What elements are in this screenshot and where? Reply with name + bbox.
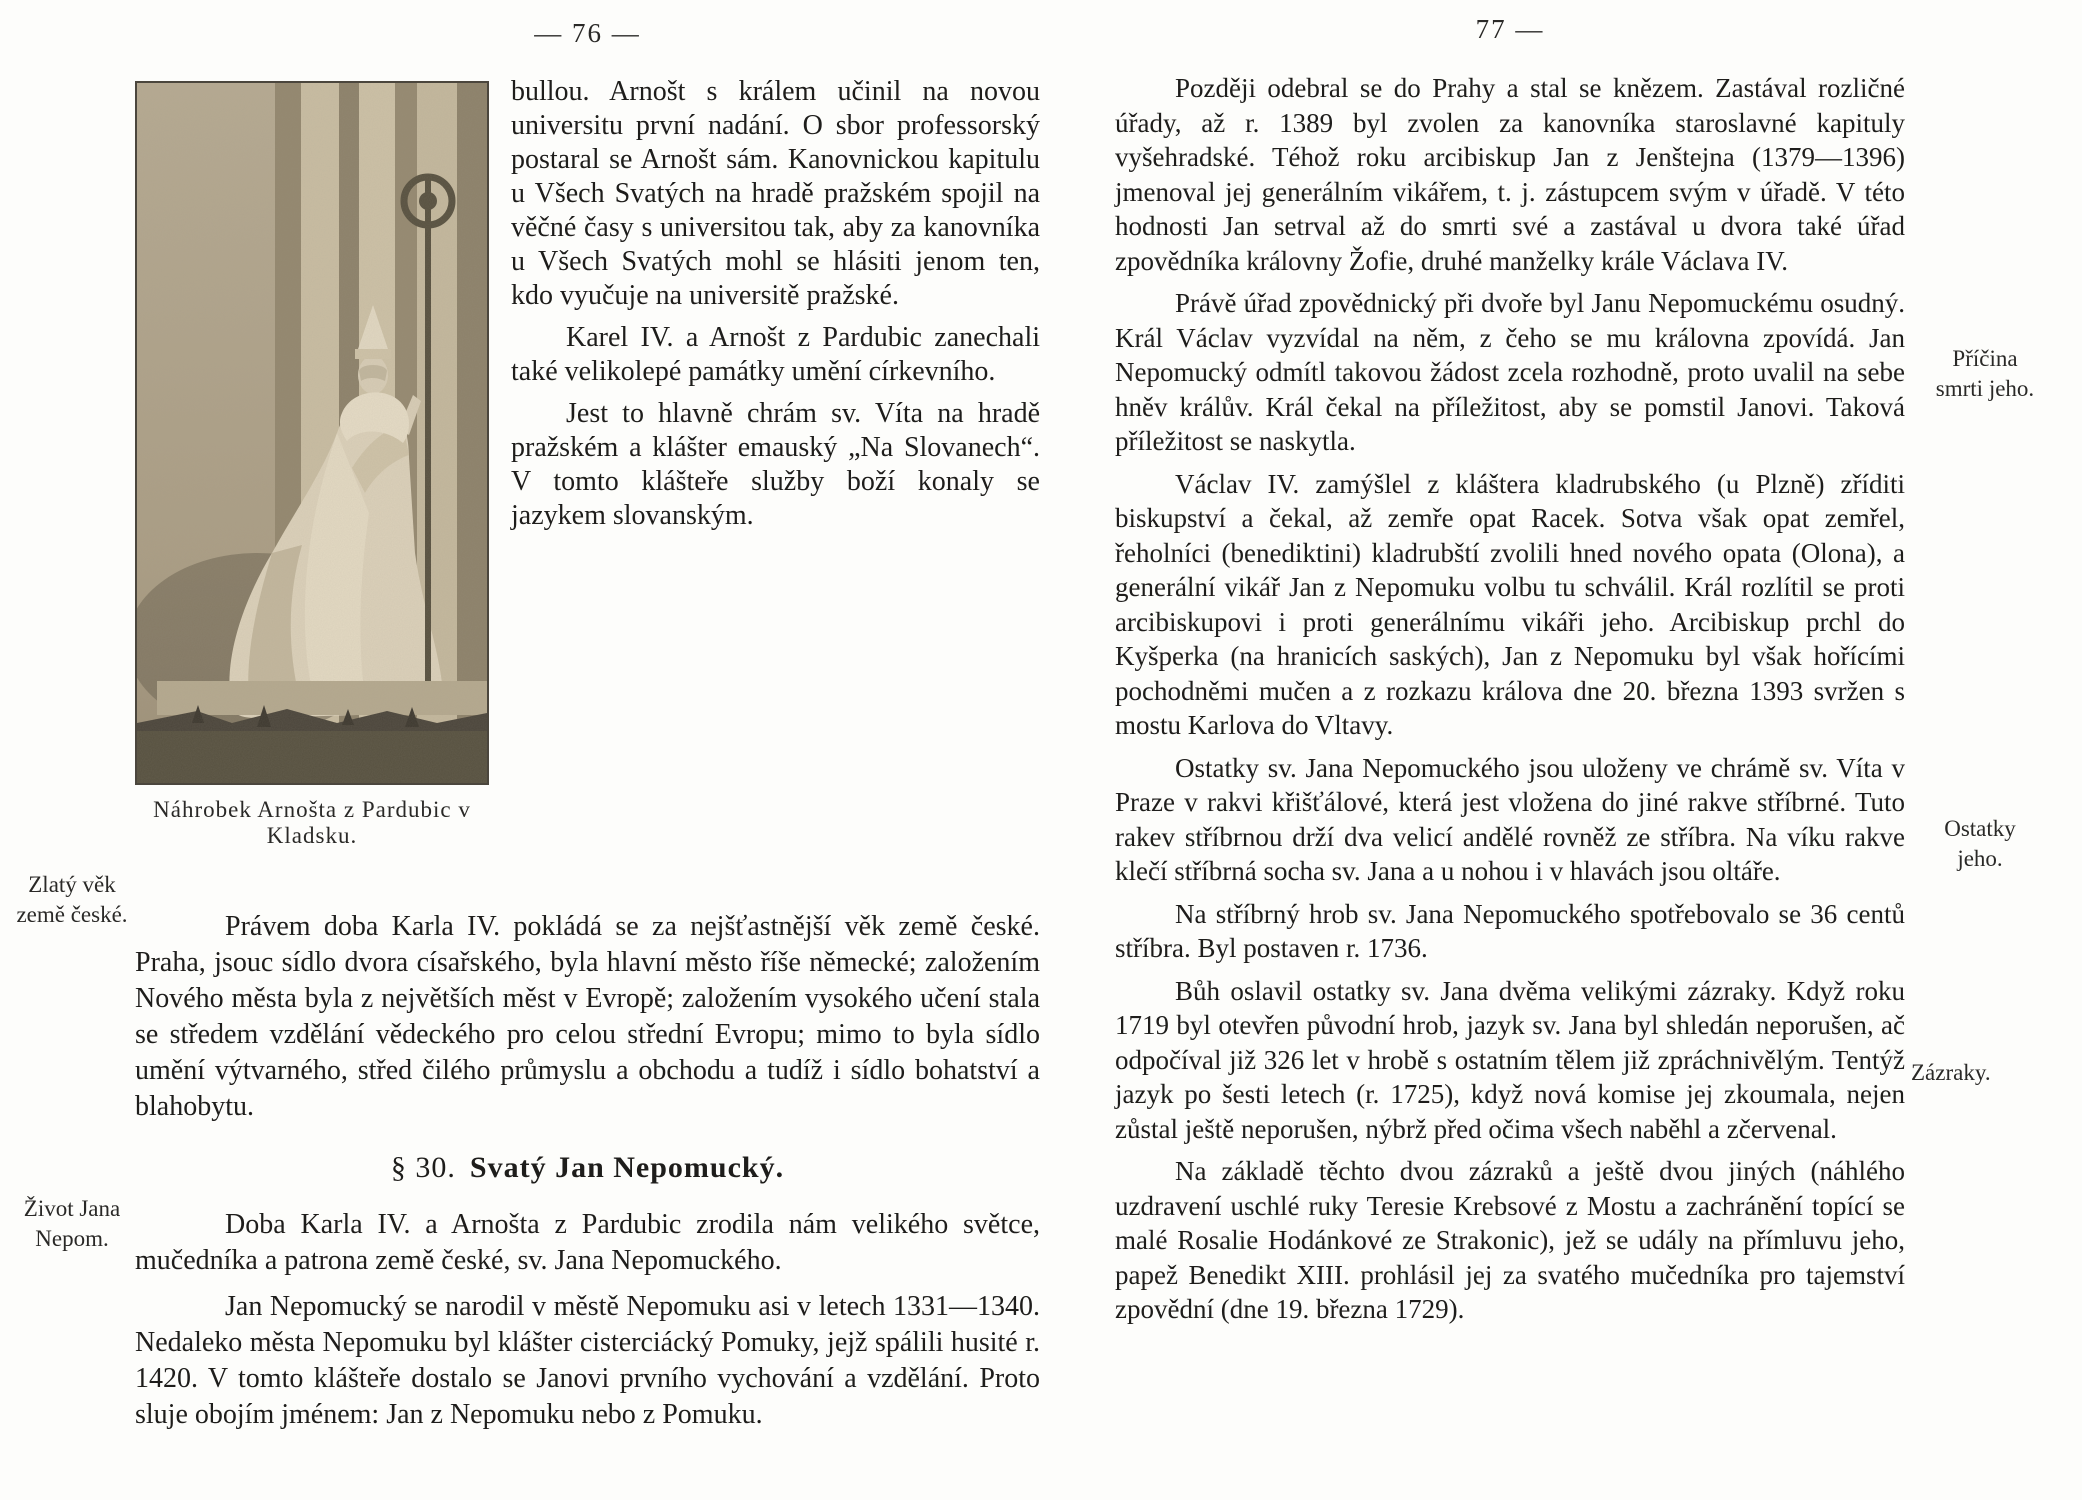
paragraph: Na stříbrný hrob sv. Jana Nepomuckého spotřebovalo se 36 centů stříbra. Byl postaven r. 1736. — [1115, 898, 1905, 963]
section-number: § 30. — [390, 1151, 456, 1184]
paragraph: Jan Nepomucký se narodil v městě Nepomuku asi v letech 1331—1340. Nedaleko města Nepomuku byl klášter cisterciácký Pomuky, jejž spálili husité r. 1420. V tomto klášteře dostalo se Janovi prvního vychování a vzdělání. Proto sluje obojím jménem: Jan z Nepomuku nebo z Pomuku. — [135, 1291, 1040, 1430]
margin-note-relics — [1905, 814, 2055, 874]
page-76-text-block — [135, 18, 1040, 1443]
figure-caption: Náhrobek Arnošta z Pardubic v Kladsku. — [153, 797, 471, 848]
section-heading — [135, 1151, 1040, 1185]
section-title: Svatý Jan Nepomucký. — [469, 1151, 785, 1184]
statue-photo — [135, 81, 489, 785]
margin-note-line: Zázraky. — [1911, 1060, 1991, 1085]
paragraph: Václav IV. zamýšlel z kláštera kladrubského (u Plzně) zříditi biskupství a čekal, až zemře opat Racek. Sotva však opat zemřel, řeholníci (benediktini) kladrubští zvolili hned nového opata (Olona), a generální vikář Jan z Nepomuku volbu tu schválil. Král rozlítil se proti arcibiskupovi i proti generálnímu vikáři jeho. Arcibiskup prchl do Kyšperka (na hranicích saských), Jan z Nepomuku byl však hořícími pochodněmi mučen a z rozkazu králova dne 20. března 1393 svržen s mostu Karlova do Vltavy. — [1115, 468, 1905, 740]
margin-note-life-of-jan — [14, 1194, 130, 1254]
paragraph: Právě úřad zpovědnický při dvoře byl Janu Nepomuckému osudný. Král Václav vyzvídal na něm, z čeho se mu královna zpovídá. Jan Nepomucký odmítl takovou žádost zcela rozhodně, proto uvalil na sebe hněv králův. Král čekal na příležitost, aby se pomstil Janovi. Taková příležitost se naskytla. — [1115, 288, 1905, 456]
paragraph: Doba Karla IV. a Arnošta z Pardubic zrodila nám velikého světce, mučedníka a patrona země české, sv. Jana Nepomuckého. — [135, 1209, 1040, 1276]
margin-note-line: Příčina — [1952, 346, 2018, 371]
margin-note-golden-age — [14, 870, 130, 930]
margin-note-line: Život Jana — [23, 1196, 121, 1221]
paragraph: Ostatky sv. Jana Nepomuckého jsou uloženy ve chrámě sv. Víta v Praze v rakvi křišťálové, která jest vložena do jiné rakve stříbrné. Tuto rakev stříbrnou drží dva velicí andělé rovněž ze stříbra. Na víku rakve klečí stříbrná socha sv. Jana a u nohou i v hlavách jsou oltáře. — [1115, 752, 1905, 886]
page-number-76: — 76 — — [534, 18, 641, 48]
margin-note-line: smrti jeho. — [1935, 376, 2035, 401]
page-77-text-block — [1115, 14, 1905, 1335]
paragraph: Právem doba Karla IV. pokládá se za nejšťastnější věk země české. Praha, jsouc sídlo dvora císařského, byla hlavní město říše německé; založením Nového města byla z největších měst v Evropě; založením vysokého učení stala se středem vzdělání vědeckého pro celou střední Evropu; mimo to byla sídlo umění výtvarného, střed čilého průmyslu a obchodu a tudíž i sídlo bohatství a blahobytu. — [135, 911, 1040, 1122]
margin-note-cause-of-death — [1905, 344, 2065, 404]
paragraph: Později odebral se do Prahy a stal se knězem. Zastával rozličné úřady, až r. 1389 byl zvolen za kanovníka staroslavné kapituly vyšehradské. Téhož roku arcibiskup Jan z Jenštejna (1379—1396) jmenoval jej generálním vikářem, t. j. zástupcem svým v úřadě. V této hodnosti Jan setrval až do smrti své a zastával u dvora také úřad zpovědníka královny Žofie, druhé manželky krále Václava IV. — [1115, 73, 1905, 276]
margin-note-line: Ostatky — [1944, 816, 2016, 841]
margin-note-line: země české. — [16, 902, 128, 927]
paragraph: Bůh oslavil ostatky sv. Jana dvěma velikými zázraky. Když roku 1719 byl otevřen původní hrob, jazyk sv. Jana byl shledán neporušen, ač odpočíval již 326 let v hrobě s ostatním tělem již zpráchnivělým. Tentýž jazyk po šesti letech (r. 1725), když nová komise jej zkoumala, nejen zůstal ještě neporušen, nýbrž před očima všech naběhl a zčervenal. — [1115, 975, 1905, 1144]
tomb-figure — [135, 81, 489, 849]
margin-note-line: Nepom. — [35, 1226, 109, 1251]
margin-note-line: jeho. — [1957, 846, 2003, 871]
paragraph: Na základě těchto dvou zázraků a ještě dvou jiných (náhlého uzdravení uschlé ruky Teresie Krebsové z Mostu a zachránění topící se malé Rosalie Hodánkové ze Strakonic), jež se udály na přímluvu jeho, papež Benedikt XIII. prohlásil jej za svatého mučedníka pro tajemství zpovědní (dne 19. března 1729). — [1115, 1156, 1905, 1324]
margin-note-line: Zlatý věk — [28, 872, 116, 897]
statue-photo-art — [137, 83, 487, 783]
page-number-77: 77 — — [1475, 14, 1545, 44]
page-77 — [1041, 0, 2082, 1500]
paragraph: bullou. Arnošt s králem učinil na novou universitu první nadání. O sbor professorský postaral se Arnošt sám. Kanovnickou kapitulu u Všech Svatých na hradě pražském spojil na věčné časy s universitou tak, aby za kanovníka u Všech Svatých mohl se hlásiti jenom ten, kdo vyučuje na universitě pražské. — [511, 76, 1040, 311]
paragraph: Karel IV. a Arnošt z Pardubic zanechali také velikolepé památky umění církevního. — [511, 322, 1040, 387]
paragraph: Jest to hlavně chrám sv. Víta na hradě pražském a klášter emauský „Na Slovanech“. V tomto klášteře služby boží konaly se jazykem slovanským. — [511, 398, 1040, 531]
margin-note-miracles — [1905, 1058, 2082, 1088]
